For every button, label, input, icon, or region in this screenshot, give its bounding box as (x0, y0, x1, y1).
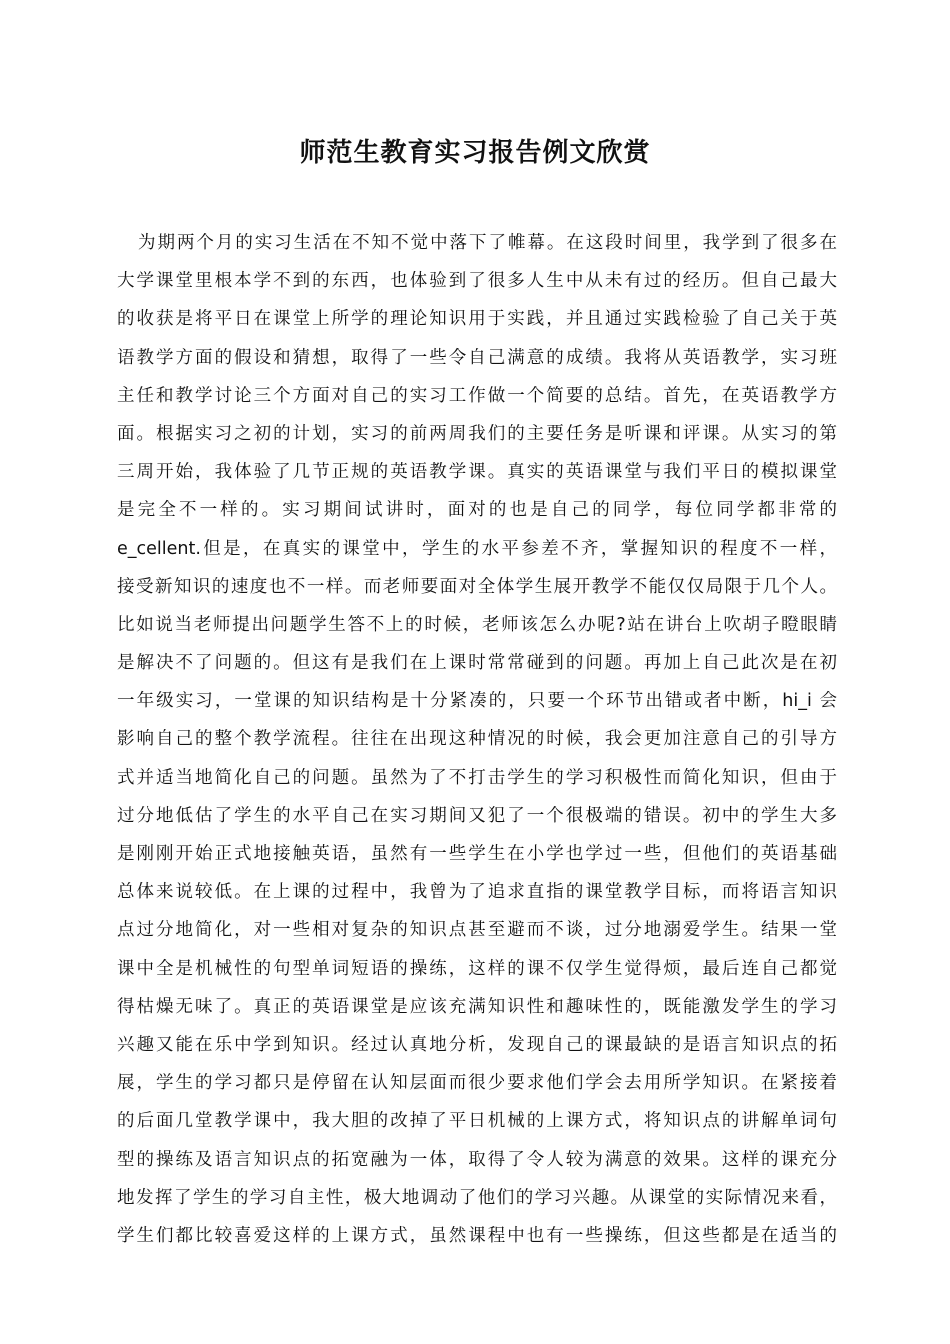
paragraph-line: 地发挥了学生的学习自主性，极大地调动了他们的学习兴趣。从课堂的实际情况来看， (117, 1187, 837, 1208)
paragraph-line: 语教学方面的假设和猜想，取得了一些令自己满意的成绩。我将从英语教学，实习班 (117, 347, 837, 368)
document-title: 师范生教育实习报告例文欣赏 (299, 138, 651, 168)
paragraph-line: 兴趣又能在乐中学到知识。经过认真地分析，发现自己的课最缺的是语言知识点的拓 (117, 1034, 837, 1055)
paragraph-line: 一年级实习，一堂课的知识结构是十分紧凑的，只要一个环节出错或者中断，hi_i 会 (117, 691, 837, 712)
paragraph-line: 主任和教学讨论三个方面对自己的实习工作做一个简要的总结。首先，在英语教学方 (117, 385, 837, 406)
paragraph-line: 的后面几堂教学课中，我大胆的改掉了平日机械的上课方式，将知识点的讲解单词句 (117, 1111, 837, 1132)
paragraph-line: 是解决不了问题的。但这有是我们在上课时常常碰到的问题。再加上自己此次是在初 (117, 653, 837, 674)
paragraph-line: 影响自己的整个教学流程。往往在出现这种情况的时候，我会更加注意自己的引导方 (117, 729, 837, 750)
paragraph-line: 得枯燥无味了。真正的英语课堂是应该充满知识性和趣味性的，既能激发学生的学习 (117, 996, 837, 1017)
paragraph-line: 接受新知识的速度也不一样。而老师要面对全体学生展开教学不能仅仅局限于几个人。 (117, 576, 837, 597)
paragraph-line: 是完全不一样的。实习期间试讲时，面对的也是自己的同学，每位同学都非常的 (117, 500, 837, 521)
document-body (117, 224, 837, 1255)
paragraph-line: 三周开始，我体验了几节正规的英语教学课。真实的英语课堂与我们平日的模拟课堂 (117, 462, 837, 483)
paragraph-line: 学生们都比较喜爱这样的上课方式，虽然课程中也有一些操练，但这些都是在适当的 (117, 1225, 837, 1246)
paragraph-line: 是刚刚开始正式地接触英语，虽然有一些学生在小学也学过一些，但他们的英语基础 (117, 844, 837, 864)
paragraph-line: 过分地低估了学生的水平自己在实习期间又犯了一个很极端的错误。初中的学生大多 (117, 805, 837, 826)
paragraph-line: 比如说当老师提出问题学生答不上的时候，老师该怎么办呢?站在讲台上吹胡子瞪眼睛 (117, 614, 837, 635)
paragraph-line: 点过分地简化，对一些相对复杂的知识点甚至避而不谈，过分地溺爱学生。结果一堂 (117, 920, 837, 941)
paragraph-line: 的收获是将平日在课堂上所学的理论知识用于实践，并且通过实践检验了自己关于英 (117, 309, 837, 330)
paragraph-line: 展，学生的学习都只是停留在认知层面而很少要求他们学会去用所学知识。在紧接着 (117, 1073, 837, 1094)
paragraph-line: 为期两个月的实习生活在不知不觉中落下了帷幕。在这段时间里，我学到了很多在 (138, 233, 837, 253)
paragraph-line: 总体来说较低。在上课的过程中，我曾为了追求直指的课堂教学目标，而将语言知识 (117, 882, 837, 903)
paragraph-line: 面。根据实习之初的计划，实习的前两周我们的主要任务是听课和评课。从实习的第 (117, 423, 837, 444)
paragraph-line: 大学课堂里根本学不到的东西，也体验到了很多人生中从未有过的经历。但自己最大 (117, 271, 837, 292)
paragraph-line: 课中全是机械性的句型单词短语的操练，这样的课不仅学生觉得烦，最后连自己都觉 (117, 958, 837, 979)
paragraph-line: e_cellent.但是，在真实的课堂中，学生的水平参差不齐，掌握知识的程度不一样， (117, 538, 837, 559)
paragraph-line: 式并适当地简化自己的问题。虽然为了不打击学生的学习积极性而简化知识，但由于 (117, 767, 837, 788)
paragraph-line: 型的操练及语言知识点的拓宽融为一体，取得了令人较为满意的效果。这样的课充分 (117, 1149, 837, 1170)
